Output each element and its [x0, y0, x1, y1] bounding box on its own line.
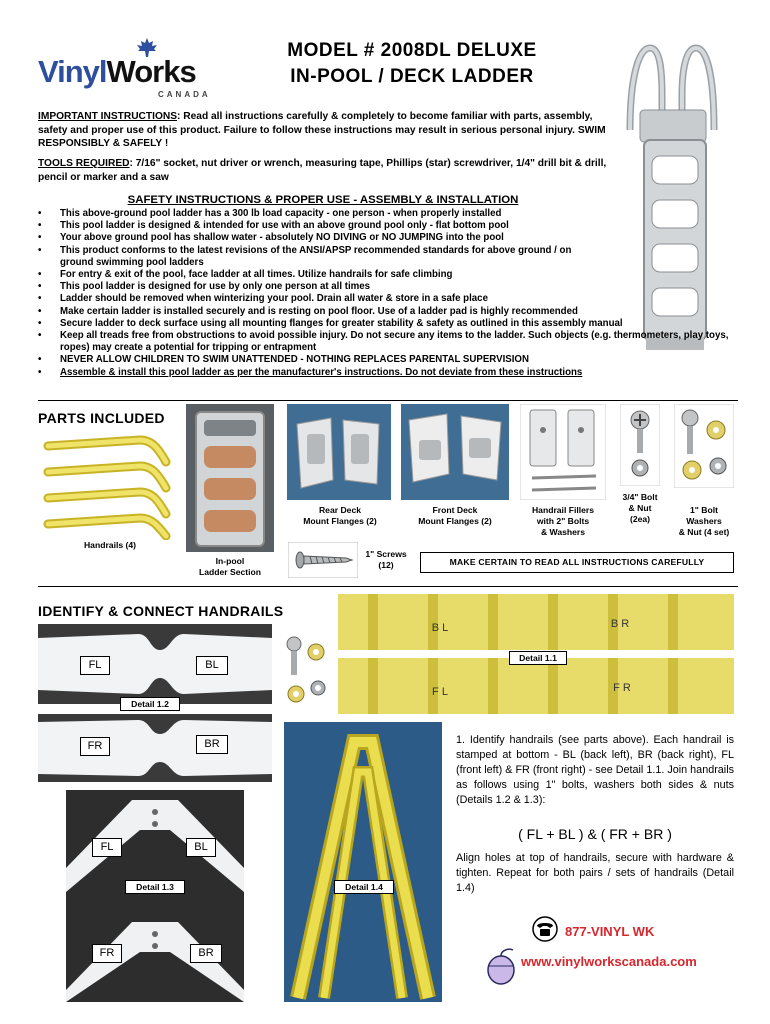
list-item: • Make certain ladder is installed securely and is resting on pool floor. Use of a ladder pad is highly recommended [38, 306, 738, 318]
caption-bolt-34: 3/4" Bolt & Nut (2ea) [622, 492, 658, 524]
identify-heading: IDENTIFY & CONNECT HANDRAILS [38, 603, 284, 619]
detail-12-bottom-photo [38, 714, 272, 782]
list-item: • Ladder should be removed when winterizing your pool. Drain all water & store in a safe place [38, 293, 738, 305]
tools-required [38, 157, 608, 184]
logo-canada: CANADA [158, 90, 211, 99]
handrails-photo [40, 432, 180, 540]
safety-list [38, 208, 738, 379]
list-item: • NEVER ALLOW CHILDREN TO SWIM UNATTENDED - NOTHING REPLACES PARENTAL SUPERVISION [38, 354, 738, 366]
title-line-2: IN-POOL / DECK LADDER [290, 66, 534, 87]
stamp-fl: F L [432, 686, 448, 698]
list-item: • Your above ground pool has shallow water - absolutely NO DIVING or NO JUMPING into the pool [38, 232, 738, 244]
stamp-fr: F R [613, 682, 631, 694]
detail-14-label: Detail 1.4 [334, 880, 394, 894]
label-fl-bottom: FL [92, 838, 122, 857]
list-item: • Secure ladder to deck surface using all mounting flanges for greater stability & safety as outlined in this assembly manual [38, 318, 738, 330]
label-fl-top: FL [80, 656, 110, 675]
label-bl-top: BL [196, 656, 228, 675]
important-instructions [38, 110, 608, 151]
detail-13-photo [66, 790, 244, 1002]
label-br-top: BR [196, 735, 228, 754]
page-title [222, 38, 602, 90]
caption-fillers: Handrail Fillers with 2" Bolts & Washers [531, 505, 595, 537]
caption-inpool: In-pool Ladder Section [198, 556, 262, 577]
bolt-hardware-photo [282, 632, 330, 712]
computer-mouse-icon [483, 946, 519, 986]
read-instructions-notice: MAKE CERTAIN TO READ ALL INSTRUCTIONS CAREFULLY [420, 552, 734, 573]
screws-photo [288, 542, 358, 578]
caption-bolt-1: 1" Bolt Washers & Nut (4 set) [678, 505, 730, 537]
step-1-text: 1. Identify handrails (see parts above). Each handrail is stamped at bottom - BL (back left), BR (back right), FL (front left) & FR (front right) - see Detail 1.1. Join handrails as follows using 1" bolts, washers both sides & nuts (Details 1.2 & 1.3): [456, 734, 734, 806]
tools-text: : 7/16" socket, nut driver or wrench, measuring tape, Phillips (star) screwdriver, 1/4" drill bit & drill, pencil or marker and a saw [38, 158, 607, 183]
rear-flanges-photo [287, 404, 391, 500]
bolt-34-photo [620, 404, 660, 486]
label-bl-bottom: BL [186, 838, 216, 857]
stamp-bl: B L [431, 622, 449, 634]
front-flanges-photo [401, 404, 509, 500]
caption-front-flanges: Front Deck Mount Flanges (2) [418, 505, 492, 526]
vinylworks-logo [38, 38, 218, 99]
telephone-icon [532, 916, 558, 942]
list-item: • This pool ladder is designed & intended for use with an above ground pool only - flat bottom pool [38, 220, 738, 232]
step-1-continued: Align holes at top of handrails, secure with hardware & tighten. Repeat for both pairs / sets of handrails (Detail 1.4) [456, 852, 734, 894]
website-link[interactable]: www.vinylworkscanada.com [521, 954, 697, 969]
list-item: • This pool ladder is designed for use by only one person at all times [38, 281, 738, 293]
list-item: • Assemble & install this pool ladder as per the manufacturer's instructions. Do not deviate from these instructions [38, 367, 738, 379]
divider [38, 586, 738, 587]
label-br-bottom: BR [190, 944, 222, 963]
important-label: IMPORTANT INSTRUCTIONS [38, 111, 178, 122]
bolt-1-photo [674, 404, 734, 488]
caption-rear-flanges: Rear Deck Mount Flanges (2) [303, 505, 377, 526]
inpool-ladder-photo [186, 404, 274, 552]
pairing-formula: ( FL + BL ) & ( FR + BR ) [518, 826, 672, 842]
stamp-br: B R [610, 618, 630, 630]
tools-label: TOOLS REQUIRED [38, 158, 130, 169]
phone-number[interactable]: 877-VINYL WK [565, 924, 655, 939]
logo-wordmark: VinylWorks [38, 54, 196, 89]
detail-12-top-photo [38, 624, 272, 704]
list-item: • This above-ground pool ladder has a 300 lb load capacity - one person - when properly installed [38, 208, 738, 220]
detail-13-label: Detail 1.3 [125, 880, 185, 894]
label-fr-top: FR [80, 737, 110, 756]
caption-screws: 1" Screws (12) [365, 549, 407, 570]
label-fr-bottom: FR [92, 944, 122, 963]
list-item: • This product conforms to the latest revisions of the ANSI/APSP recommended standards for above ground / on ground swimming pool ladders [38, 245, 598, 269]
detail-12-label: Detail 1.2 [120, 697, 180, 711]
important-text: : Read all instructions carefully & completely to become familiar with parts, assembly, safety and proper use of this product. Failure to follow these instructions may result in serious personal injury. SWIM RESPONSIBLY & SAFELY ! [38, 111, 606, 149]
divider [38, 400, 738, 401]
detail-14-photo [284, 722, 442, 1002]
title-line-1: MODEL # 2008DL DELUXE [287, 40, 537, 61]
parts-heading: PARTS INCLUDED [38, 410, 165, 426]
safety-heading: SAFETY INSTRUCTIONS & PROPER USE - ASSEMBLY & INSTALLATION [127, 194, 519, 206]
list-item: • Keep all treads free from obstructions to avoid possible injury. Do not secure any items to the ladder. Such objects (e.g. thermometers, play toys, ropes) may create a potential for tripping or entrapment [38, 330, 738, 354]
caption-handrails: Handrails (4) [83, 540, 137, 550]
list-item: • For entry & exit of the pool, face ladder at all times. Utilize handrails for safe climbing [38, 269, 738, 281]
detail-11-label: Detail 1.1 [509, 651, 567, 665]
handrail-fillers-photo [520, 404, 606, 500]
